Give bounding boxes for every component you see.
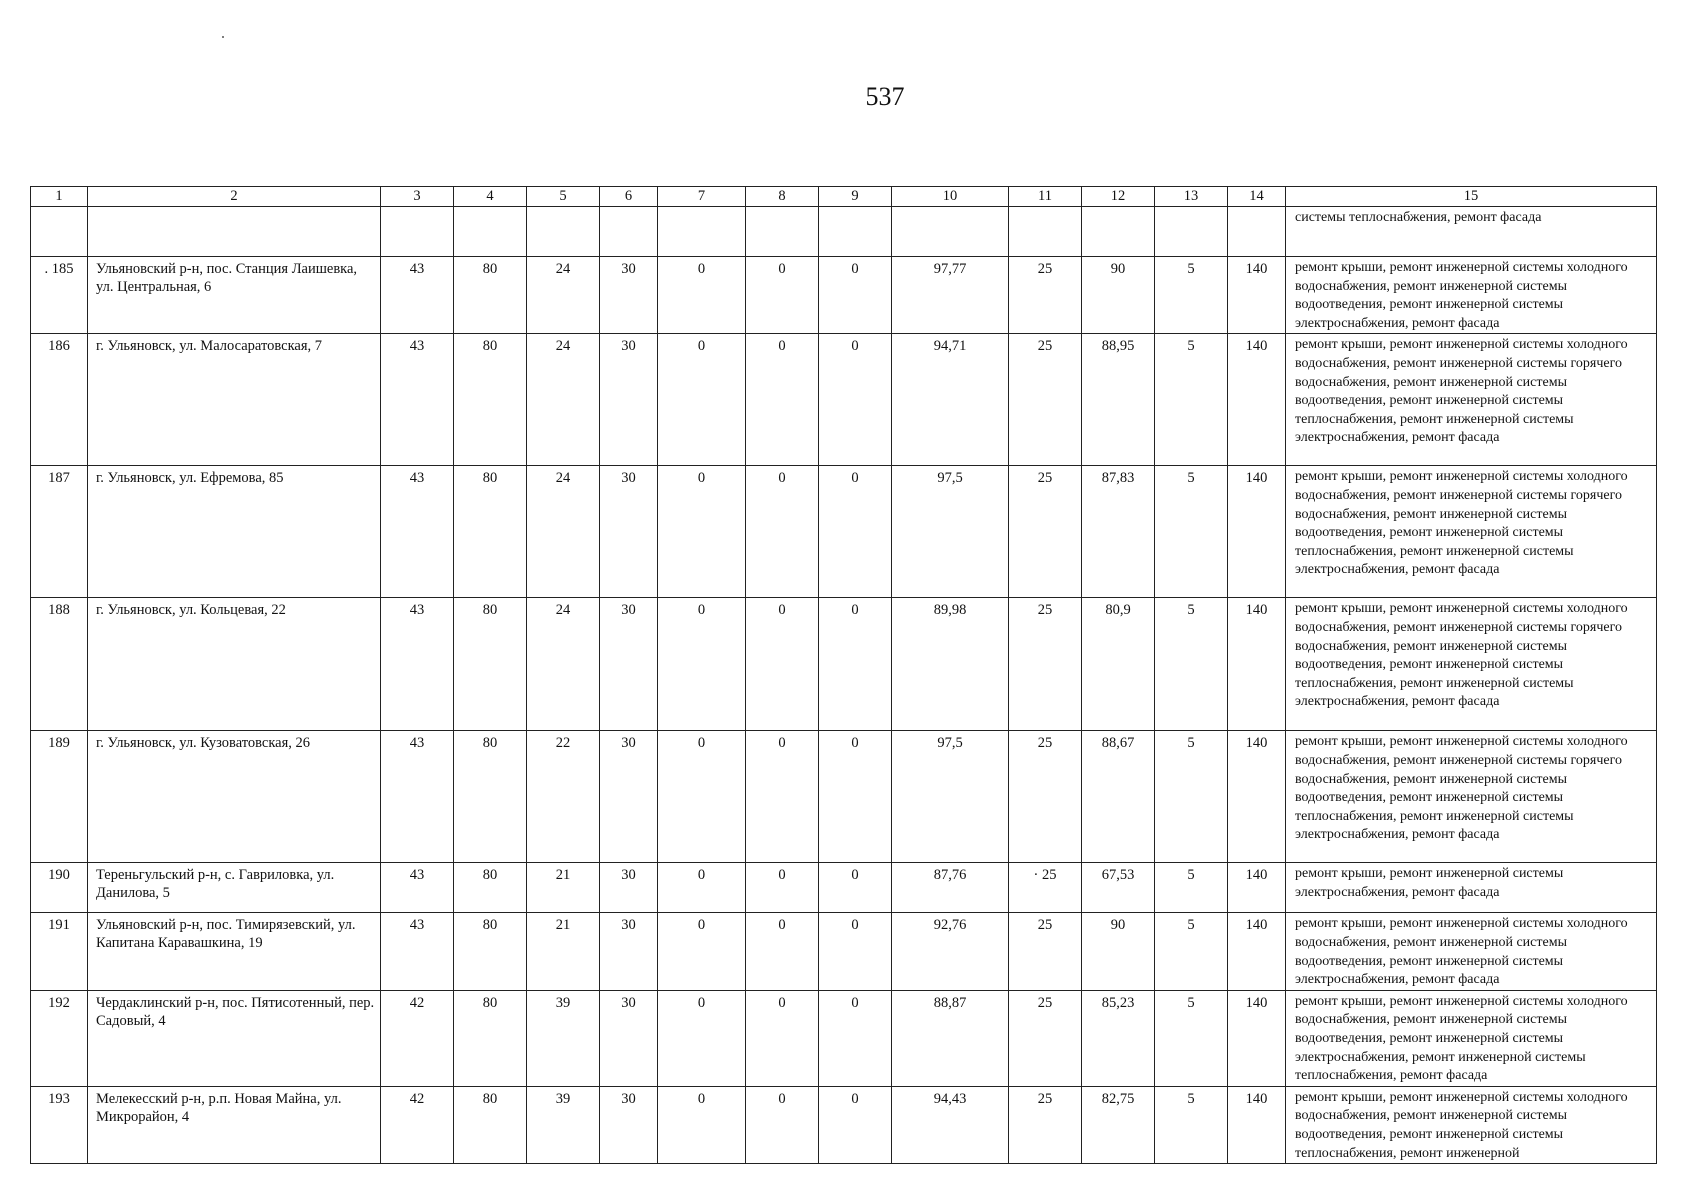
value-cell: 25	[1009, 1086, 1082, 1163]
value-cell: 80	[454, 257, 527, 334]
value-cell: 140	[1228, 466, 1286, 598]
value-cell: 24	[527, 334, 600, 466]
row-number-cell: 189	[31, 731, 88, 863]
column-header-2: 2	[88, 187, 381, 207]
table-row	[31, 257, 1657, 334]
value-cell	[600, 207, 658, 257]
value-cell: 25	[1009, 334, 1082, 466]
value-cell: 140	[1228, 863, 1286, 913]
value-cell: 5	[1155, 731, 1228, 863]
value-cell: 0	[746, 1086, 819, 1163]
value-cell: 43	[381, 731, 454, 863]
value-cell: 43	[381, 466, 454, 598]
value-cell: 25	[1009, 913, 1082, 990]
column-header-4: 4	[454, 187, 527, 207]
table-row	[31, 207, 1657, 257]
value-cell: 88,87	[892, 990, 1009, 1086]
repair-register-table	[30, 186, 1657, 1164]
value-cell: 0	[819, 598, 892, 731]
value-cell: 5	[1155, 466, 1228, 598]
column-header-6: 6	[600, 187, 658, 207]
value-cell: 30	[600, 913, 658, 990]
value-cell: 94,43	[892, 1086, 1009, 1163]
row-number-cell: 186	[31, 334, 88, 466]
column-number-row	[31, 187, 1657, 207]
column-header-12: 12	[1082, 187, 1155, 207]
value-cell: 0	[658, 334, 746, 466]
value-cell: 25	[1009, 990, 1082, 1086]
value-cell: 85,23	[1082, 990, 1155, 1086]
value-cell: 0	[658, 1086, 746, 1163]
value-cell: 140	[1228, 257, 1286, 334]
value-cell: 0	[819, 334, 892, 466]
address-cell: Ульяновский р-н, пос. Тимирязевский, ул. Капитана Каравашкина, 19	[88, 913, 381, 990]
value-cell: 0	[746, 913, 819, 990]
value-cell: 88,67	[1082, 731, 1155, 863]
address-cell	[88, 207, 381, 257]
column-header-3: 3	[381, 187, 454, 207]
value-cell: 22	[527, 731, 600, 863]
row-number-cell: 188	[31, 598, 88, 731]
value-cell	[381, 207, 454, 257]
row-number-cell: . 185	[31, 257, 88, 334]
column-header-10: 10	[892, 187, 1009, 207]
value-cell: 88,95	[1082, 334, 1155, 466]
row-number-cell	[31, 207, 88, 257]
table-row	[31, 863, 1657, 913]
value-cell: 39	[527, 990, 600, 1086]
column-header-8: 8	[746, 187, 819, 207]
value-cell: 0	[658, 731, 746, 863]
value-cell: 80	[454, 913, 527, 990]
table-row	[31, 731, 1657, 863]
value-cell: 80	[454, 731, 527, 863]
address-cell: Мелекесский р-н, р.п. Новая Майна, ул. Микрорайон, 4	[88, 1086, 381, 1163]
value-cell: 80	[454, 990, 527, 1086]
works-description-cell: ремонт крыши, ремонт инженерной системы холодного водоснабжения, ремонт инженерной системы горячего водоснабжения, ремонт инженерной системы водоотведения, ремонт инженерной системы теплоснабжения, ремонт инженерной системы электроснабжения, ремонт фасада	[1286, 598, 1657, 731]
value-cell: 0	[746, 466, 819, 598]
value-cell	[746, 207, 819, 257]
column-header-11: 11	[1009, 187, 1082, 207]
works-description-cell: ремонт крыши, ремонт инженерной системы электроснабжения, ремонт фасада	[1286, 863, 1657, 913]
value-cell	[454, 207, 527, 257]
value-cell: 5	[1155, 1086, 1228, 1163]
value-cell: 97,77	[892, 257, 1009, 334]
value-cell: 43	[381, 334, 454, 466]
value-cell: 43	[381, 257, 454, 334]
value-cell: 42	[381, 990, 454, 1086]
works-description-cell: ремонт крыши, ремонт инженерной системы холодного водоснабжения, ремонт инженерной системы водоотведения, ремонт инженерной системы электроснабжения, ремонт инженерной системы теплоснабжения, ремонт фасада	[1286, 990, 1657, 1086]
value-cell: 0	[819, 990, 892, 1086]
value-cell: 140	[1228, 334, 1286, 466]
value-cell: 0	[819, 257, 892, 334]
address-cell: г. Ульяновск, ул. Малосаратовская, 7	[88, 334, 381, 466]
value-cell: 21	[527, 863, 600, 913]
value-cell: 24	[527, 257, 600, 334]
value-cell: 30	[600, 334, 658, 466]
table-row	[31, 466, 1657, 598]
value-cell: 5	[1155, 990, 1228, 1086]
works-description-cell: ремонт крыши, ремонт инженерной системы холодного водоснабжения, ремонт инженерной системы водоотведения, ремонт инженерной системы теплоснабжения, ремонт инженерной	[1286, 1086, 1657, 1163]
value-cell: 0	[746, 990, 819, 1086]
address-cell: г. Ульяновск, ул. Кольцевая, 22	[88, 598, 381, 731]
value-cell: 0	[819, 863, 892, 913]
value-cell: 92,76	[892, 913, 1009, 990]
value-cell	[658, 207, 746, 257]
value-cell: · 25	[1009, 863, 1082, 913]
column-header-7: 7	[658, 187, 746, 207]
table-body	[31, 207, 1657, 1164]
address-cell: г. Ульяновск, ул. Кузоватовская, 26	[88, 731, 381, 863]
page-number: 537	[865, 82, 905, 111]
value-cell: 25	[1009, 257, 1082, 334]
value-cell: 0	[658, 466, 746, 598]
value-cell: 67,53	[1082, 863, 1155, 913]
address-cell: Тереньгульский р-н, с. Гавриловка, ул. Данилова, 5	[88, 863, 381, 913]
row-number-cell: 193	[31, 1086, 88, 1163]
value-cell: 0	[819, 466, 892, 598]
value-cell: 25	[1009, 466, 1082, 598]
table-row	[31, 334, 1657, 466]
value-cell: 0	[658, 913, 746, 990]
value-cell: 30	[600, 990, 658, 1086]
table-row	[31, 990, 1657, 1086]
table-row	[31, 1086, 1657, 1163]
address-cell: Ульяновский р-н, пос. Станция Лаишевка, ул. Центральная, 6	[88, 257, 381, 334]
row-number-cell: 191	[31, 913, 88, 990]
value-cell: 0	[746, 598, 819, 731]
works-description-cell: системы теплоснабжения, ремонт фасада	[1286, 207, 1657, 257]
value-cell: 80	[454, 863, 527, 913]
value-cell: 30	[600, 598, 658, 731]
row-number-cell: 190	[31, 863, 88, 913]
value-cell: 5	[1155, 598, 1228, 731]
value-cell: 0	[658, 598, 746, 731]
table-row	[31, 913, 1657, 990]
value-cell: 30	[600, 466, 658, 598]
value-cell: 80,9	[1082, 598, 1155, 731]
value-cell: 5	[1155, 334, 1228, 466]
value-cell: 5	[1155, 913, 1228, 990]
value-cell	[1009, 207, 1082, 257]
value-cell: 43	[381, 913, 454, 990]
value-cell: 90	[1082, 913, 1155, 990]
value-cell: 140	[1228, 1086, 1286, 1163]
value-cell: 30	[600, 863, 658, 913]
value-cell: 21	[527, 913, 600, 990]
value-cell: 0	[819, 731, 892, 863]
column-header-5: 5	[527, 187, 600, 207]
value-cell: 30	[600, 731, 658, 863]
value-cell: 140	[1228, 990, 1286, 1086]
value-cell: 43	[381, 598, 454, 731]
value-cell: 0	[746, 731, 819, 863]
value-cell	[527, 207, 600, 257]
value-cell: 80	[454, 1086, 527, 1163]
value-cell: 97,5	[892, 466, 1009, 598]
value-cell: 5	[1155, 863, 1228, 913]
value-cell: 39	[527, 1086, 600, 1163]
works-description-cell: ремонт крыши, ремонт инженерной системы холодного водоснабжения, ремонт инженерной системы горячего водоснабжения, ремонт инженерной системы водоотведения, ремонт инженерной системы теплоснабжения, ремонт инженерной системы электроснабжения, ремонт фасада	[1286, 466, 1657, 598]
value-cell: 94,71	[892, 334, 1009, 466]
value-cell: 0	[746, 863, 819, 913]
value-cell: 82,75	[1082, 1086, 1155, 1163]
value-cell: 42	[381, 1086, 454, 1163]
row-number-cell: 187	[31, 466, 88, 598]
value-cell	[1082, 207, 1155, 257]
column-header-13: 13	[1155, 187, 1228, 207]
value-cell	[1228, 207, 1286, 257]
value-cell: 24	[527, 466, 600, 598]
value-cell: 140	[1228, 598, 1286, 731]
column-header-14: 14	[1228, 187, 1286, 207]
value-cell: 0	[658, 257, 746, 334]
works-description-cell: ремонт крыши, ремонт инженерной системы холодного водоснабжения, ремонт инженерной системы водоотведения, ремонт инженерной системы электроснабжения, ремонт фасада	[1286, 257, 1657, 334]
value-cell: 25	[1009, 598, 1082, 731]
value-cell: 89,98	[892, 598, 1009, 731]
value-cell: 30	[600, 257, 658, 334]
value-cell: 30	[600, 1086, 658, 1163]
value-cell: 0	[746, 334, 819, 466]
works-description-cell: ремонт крыши, ремонт инженерной системы холодного водоснабжения, ремонт инженерной системы водоотведения, ремонт инженерной системы электроснабжения, ремонт фасада	[1286, 913, 1657, 990]
column-header-9: 9	[819, 187, 892, 207]
address-cell: г. Ульяновск, ул. Ефремова, 85	[88, 466, 381, 598]
value-cell: 90	[1082, 257, 1155, 334]
value-cell: 0	[658, 863, 746, 913]
value-cell: 43	[381, 863, 454, 913]
value-cell: 97,5	[892, 731, 1009, 863]
value-cell	[819, 207, 892, 257]
value-cell: 25	[1009, 731, 1082, 863]
column-header-1: 1	[31, 187, 88, 207]
value-cell: 0	[746, 257, 819, 334]
value-cell: 87,83	[1082, 466, 1155, 598]
address-cell: Чердаклинский р-н, пос. Пятисотенный, пер. Садовый, 4	[88, 990, 381, 1086]
works-description-cell: ремонт крыши, ремонт инженерной системы холодного водоснабжения, ремонт инженерной системы горячего водоснабжения, ремонт инженерной системы водоотведения, ремонт инженерной системы теплоснабжения, ремонт инженерной системы электроснабжения, ремонт фасада	[1286, 731, 1657, 863]
works-description-cell: ремонт крыши, ремонт инженерной системы холодного водоснабжения, ремонт инженерной системы горячего водоснабжения, ремонт инженерной системы водоотведения, ремонт инженерной системы теплоснабжения, ремонт инженерной системы электроснабжения, ремонт фасада	[1286, 334, 1657, 466]
value-cell	[892, 207, 1009, 257]
value-cell: 80	[454, 334, 527, 466]
column-header-15: 15	[1286, 187, 1657, 207]
value-cell: 80	[454, 466, 527, 598]
value-cell	[1155, 207, 1228, 257]
value-cell: 87,76	[892, 863, 1009, 913]
value-cell: 140	[1228, 913, 1286, 990]
value-cell: 0	[658, 990, 746, 1086]
value-cell: 5	[1155, 257, 1228, 334]
value-cell: 0	[819, 913, 892, 990]
table-row	[31, 598, 1657, 731]
value-cell: 0	[819, 1086, 892, 1163]
value-cell: 24	[527, 598, 600, 731]
value-cell: 140	[1228, 731, 1286, 863]
scan-speck	[222, 36, 224, 38]
row-number-cell: 192	[31, 990, 88, 1086]
value-cell: 80	[454, 598, 527, 731]
